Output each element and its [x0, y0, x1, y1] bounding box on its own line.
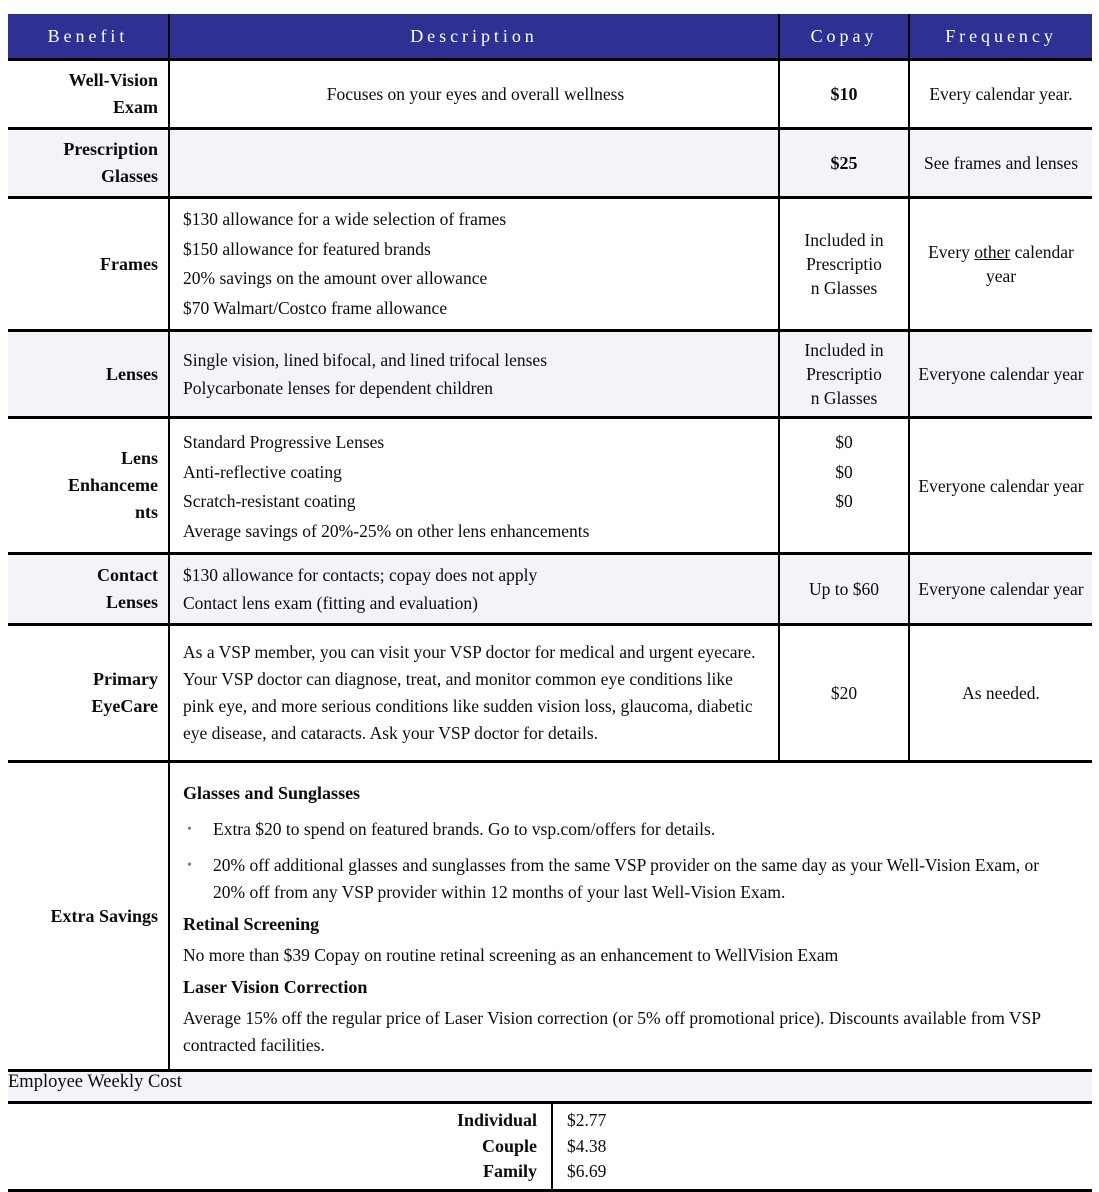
bullet-text: 20% off additional glasses and sunglasses from the same VSP provider on the same day as your Well-Vision Exam, or 20% off from any VSP provider within 12 months of your last Well-Vision Exam.	[213, 855, 1040, 902]
copay-frames	[778, 199, 908, 329]
bullet-dot-icon: •	[187, 822, 192, 837]
frequency-value: As needed.	[962, 683, 1040, 703]
cost-tier-value: $2.77	[567, 1110, 607, 1131]
benefit-extra-savings: Extra Savings	[50, 905, 158, 926]
description-line: $70 Walmart/Costco frame allowance	[183, 297, 448, 318]
copay-line: $0	[835, 432, 853, 452]
copay-value: $20	[830, 683, 858, 703]
copay-line: Prescriptio	[806, 364, 882, 384]
benefit-line: Lens	[120, 448, 158, 468]
description-line: Standard Progressive Lenses	[183, 432, 385, 452]
extra-savings-heading: Retinal Screening	[183, 914, 320, 934]
copay-value: $25	[830, 152, 858, 173]
copay-line: n Glasses	[810, 278, 878, 298]
copay-value: Up to $60	[809, 579, 879, 599]
benefit-line: nts	[134, 502, 158, 522]
description-line: Scratch-resistant coating	[183, 491, 356, 511]
vision-benefits-table	[8, 14, 1092, 1192]
frequency-value: Every calendar year.	[929, 84, 1073, 104]
description-line: Single vision, lined bifocal, and lined trifocal lenses	[183, 350, 548, 370]
cost-tier-labels	[8, 1104, 551, 1189]
table-row	[8, 127, 1092, 196]
cost-tier-value: $4.38	[567, 1135, 607, 1156]
employee-weekly-cost-header	[8, 1069, 1092, 1101]
description-well-vision-exam: Focuses on your eyes and overall wellness	[168, 61, 778, 127]
description-paragraph: As a VSP member, you can visit your VSP doctor for medical and urgent eyecare. Your VSP doctor can diagnose, treat, and monitor common eye conditions like pink eye, and more serious conditions like sudden vision loss, glaucoma, diabetic eye disease, and cataracts. Ask your VSP doctor for details.	[183, 642, 756, 743]
bullet-dot-icon: •	[187, 858, 192, 873]
frequency-value: See frames and lenses	[923, 153, 1079, 173]
column-header-frequency: Frequency	[908, 14, 1092, 58]
copay-line: $0	[835, 461, 853, 482]
benefit-frames: Frames	[100, 253, 158, 274]
benefit-contact-lenses: Contact Lenses	[97, 565, 158, 612]
benefit-primary-eyecare: Primary EyeCare	[91, 669, 158, 716]
table-row-extra-savings	[8, 760, 1092, 1069]
column-header-benefit: Benefit	[47, 25, 129, 46]
copay-lens-enhancements	[778, 419, 908, 552]
copay-line: $0	[835, 491, 853, 511]
bullet-text: Extra $20 to spend on featured brands. Go to vsp.com/offers for details.	[213, 819, 716, 839]
table-row	[8, 623, 1092, 760]
copay-line: Prescriptio	[806, 254, 882, 274]
cost-tier-label: Individual	[456, 1110, 537, 1131]
description-line: Polycarbonate lenses for dependent children	[183, 378, 494, 398]
frequency-value: Everyone calendar year	[918, 364, 1084, 384]
benefit-lens-enhancements	[8, 419, 168, 552]
frequency-value: Everyone calendar year	[918, 475, 1084, 496]
benefit-well-vision-exam: Well-Vision Exam	[68, 70, 158, 117]
description-primary-eyecare	[168, 626, 778, 760]
description-contact-lenses	[168, 555, 778, 623]
table-row	[8, 58, 1092, 127]
extra-savings-bullet	[183, 852, 1082, 906]
copay-value: $10	[830, 83, 858, 104]
table-row	[8, 196, 1092, 329]
cost-tier-label: Couple	[481, 1135, 537, 1156]
description-line: Average savings of 20%-25% on other lens enhancements	[183, 520, 590, 541]
description-line: Anti-reflective coating	[183, 461, 342, 482]
benefit-line: Enhanceme	[68, 475, 158, 495]
description-line: Contact lens exam (fitting and evaluation)	[183, 593, 478, 613]
column-header-copay: Copay	[778, 14, 908, 58]
benefit-prescription-glasses: Prescription Glasses	[63, 139, 158, 186]
description-line: $130 allowance for contacts; copay does not apply	[183, 565, 538, 585]
extra-savings-content	[168, 763, 1092, 1069]
frequency-frames	[908, 199, 1092, 329]
table-row	[8, 329, 1092, 416]
frequency-text: Every	[928, 242, 975, 262]
description-line: 20% savings on the amount over allowance	[183, 268, 488, 288]
copay-lenses	[778, 332, 908, 416]
employee-weekly-cost-row	[8, 1101, 1092, 1189]
description-prescription-glasses	[168, 130, 778, 196]
description-line: $150 allowance for featured brands	[183, 238, 431, 259]
description-lens-enhancements	[168, 419, 778, 552]
copay-line: Included in	[804, 230, 884, 250]
frequency-text: calendar year	[985, 242, 1074, 286]
table-row	[8, 552, 1092, 623]
frequency-value: Everyone calendar year	[918, 579, 1084, 599]
extra-savings-paragraph: No more than $39 Copay on routine retinal screening as an enhancement to WellVision Exam	[183, 945, 839, 965]
extra-savings-paragraph: Average 15% off the regular price of Laser Vision correction (or 5% off promotional price). Discounts available from VSP contracted facilities.	[183, 1008, 1041, 1055]
column-header-description: Description	[168, 14, 778, 58]
cost-tier-value: $6.69	[567, 1161, 607, 1182]
copay-line: n Glasses	[810, 388, 878, 408]
cost-tier-label: Family	[483, 1161, 537, 1182]
extra-savings-bullet	[183, 816, 1082, 843]
extra-savings-heading: Laser Vision Correction	[183, 977, 368, 997]
cost-tier-values	[551, 1104, 1092, 1189]
description-lenses	[168, 332, 778, 416]
table-header-row	[8, 14, 1092, 58]
frequency-underlined-word: other	[974, 242, 1011, 262]
table-row	[8, 416, 1092, 552]
description-line: $130 allowance for a wide selection of frames	[183, 209, 507, 229]
copay-line: Included in	[804, 340, 884, 360]
description-frames	[168, 199, 778, 329]
benefit-lenses: Lenses	[105, 363, 158, 384]
employee-weekly-cost-title: Employee Weekly Cost	[8, 1072, 182, 1092]
extra-savings-heading: Glasses and Sunglasses	[183, 783, 361, 803]
